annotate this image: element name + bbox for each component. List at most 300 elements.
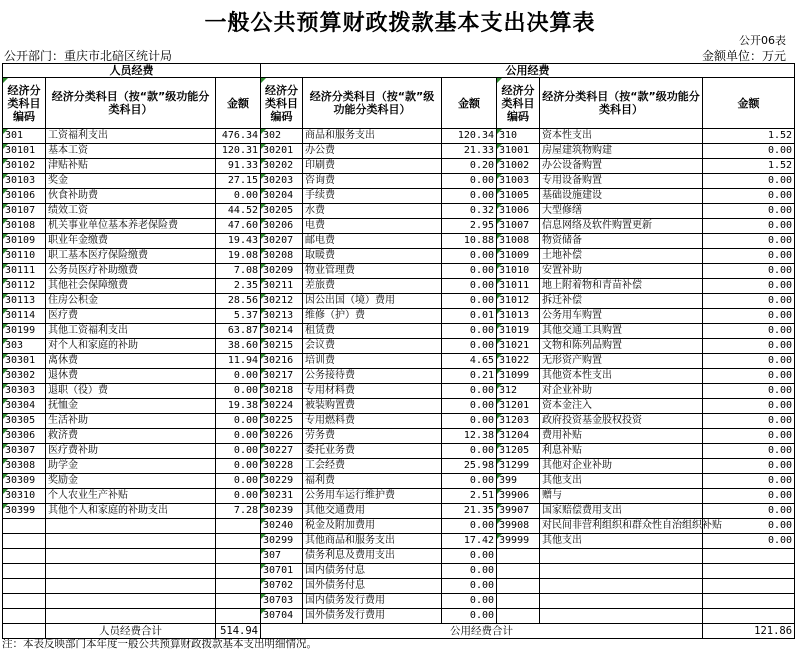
item-amount: 0.00 [216,369,261,384]
table-row [3,339,795,354]
item-code: 31022 [497,354,540,369]
item-amount: 21.33 [442,144,497,159]
table-row [3,564,795,579]
item-amount: 0.00 [703,264,795,279]
table-row [3,219,795,234]
table-row [3,489,795,504]
item-amount: 0.00 [442,324,497,339]
item-name: 生活补助 [46,414,216,429]
item-code [497,609,540,624]
item-code: 30103 [3,174,46,189]
item-code: 30217 [261,369,303,384]
table-row [3,249,795,264]
item-name: 资本金注入 [540,399,703,414]
header-amount: 金额 [442,78,497,129]
item-amount: 476.34 [216,129,261,144]
item-code: 30113 [3,294,46,309]
table-row [3,444,795,459]
item-code: 30302 [3,369,46,384]
item-code [497,579,540,594]
item-name: 其他交通费用 [303,504,442,519]
item-amount: 0.00 [703,309,795,324]
item-code: 310 [497,129,540,144]
table-row [3,534,795,549]
item-amount: 0.00 [216,384,261,399]
item-name: 电费 [303,219,442,234]
item-name: 其他社会保障缴费 [46,279,216,294]
item-name: 医疗费补助 [46,444,216,459]
item-amount [216,579,261,594]
item-amount: 0.00 [703,444,795,459]
item-amount: 0.00 [703,279,795,294]
item-code: 30112 [3,279,46,294]
item-amount: 0.00 [442,519,497,534]
item-amount: 0.00 [703,339,795,354]
item-code: 30213 [261,309,303,324]
item-amount: 0.00 [703,189,795,204]
item-amount: 0.00 [703,234,795,249]
table-row [3,279,795,294]
item-amount: 0.00 [703,174,795,189]
personnel-total-label: 人员经费合计 [46,624,216,639]
header-name: 经济分类科目（按“款”级功能分类科目） [46,78,216,129]
column-header-row [3,78,795,129]
item-code: 30227 [261,444,303,459]
item-name: 信息网络及软件购置更新 [540,219,703,234]
item-name: 国内债务付息 [303,564,442,579]
item-name: 资本性支出 [540,129,703,144]
item-name: 专用设备购置 [540,174,703,189]
item-code: 31003 [497,174,540,189]
item-code: 30301 [3,354,46,369]
item-name: 咨询费 [303,174,442,189]
item-amount: 0.00 [442,564,497,579]
item-code: 31203 [497,414,540,429]
item-amount [703,594,795,609]
item-name: 公务员医疗补助缴费 [46,264,216,279]
personnel-total-amount: 514.94 [216,624,261,639]
item-name: 其他交通工具购置 [540,324,703,339]
item-name: 会议费 [303,339,442,354]
public-total-label: 公用经费合计 [261,624,703,639]
item-name: 对企业补助 [540,384,703,399]
item-amount: 5.37 [216,309,261,324]
item-name [46,579,216,594]
item-name: 利息补贴 [540,444,703,459]
item-amount: 0.00 [442,414,497,429]
table-row [3,159,795,174]
item-amount: 0.20 [442,159,497,174]
item-amount: 25.98 [442,459,497,474]
item-code: 31013 [497,309,540,324]
item-name: 无形资产购置 [540,354,703,369]
item-code [3,519,46,534]
table-row [3,459,795,474]
item-amount: 47.60 [216,219,261,234]
item-amount: 0.00 [703,369,795,384]
item-amount: 0.00 [442,384,497,399]
table-row [3,474,795,489]
item-amount [216,519,261,534]
item-code: 30214 [261,324,303,339]
item-name: 退休费 [46,369,216,384]
item-amount: 0.00 [703,534,795,549]
item-amount: 0.00 [442,579,497,594]
item-amount: 0.00 [216,444,261,459]
item-code: 30207 [261,234,303,249]
item-name: 手续费 [303,189,442,204]
item-name: 其他对企业补助 [540,459,703,474]
item-code: 30216 [261,354,303,369]
item-code: 31099 [497,369,540,384]
item-name: 土地补偿 [540,249,703,264]
item-name: 维修（护）费 [303,309,442,324]
item-code: 31009 [497,249,540,264]
item-amount [703,579,795,594]
item-name: 办公费 [303,144,442,159]
item-name: 委托业务费 [303,444,442,459]
item-name: 福利费 [303,474,442,489]
item-name: 税金及附加费用 [303,519,442,534]
table-body [3,64,795,639]
item-code: 39908 [497,519,540,534]
item-code: 307 [261,549,303,564]
item-code: 39906 [497,489,540,504]
item-name [540,609,703,624]
table-row [3,504,795,519]
item-amount: 0.21 [442,369,497,384]
item-code: 31204 [497,429,540,444]
item-amount: 0.00 [703,354,795,369]
item-name: 房屋建筑物购建 [540,144,703,159]
item-amount: 10.88 [442,234,497,249]
item-name: 抚恤金 [46,399,216,414]
item-name: 物业管理费 [303,264,442,279]
item-name: 其他商品和服务支出 [303,534,442,549]
item-amount: 0.00 [703,519,795,534]
item-code [497,549,540,564]
item-amount: 0.00 [442,609,497,624]
item-code [497,594,540,609]
item-code: 312 [497,384,540,399]
item-amount: 0.00 [216,414,261,429]
item-amount: 0.00 [703,324,795,339]
item-code: 30239 [261,504,303,519]
item-code: 30204 [261,189,303,204]
item-name: 国外债务发行费用 [303,609,442,624]
item-code: 30203 [261,174,303,189]
item-code [3,549,46,564]
item-name: 费用补贴 [540,429,703,444]
item-amount: 17.42 [442,534,497,549]
item-amount: 12.38 [442,429,497,444]
item-code: 31201 [497,399,540,414]
item-code: 31011 [497,279,540,294]
item-code: 30218 [261,384,303,399]
table-row [3,144,795,159]
item-name: 印刷费 [303,159,442,174]
table-row [3,174,795,189]
item-code: 399 [497,474,540,489]
item-amount: 0.00 [442,249,497,264]
item-code: 31007 [497,219,540,234]
item-code: 30225 [261,414,303,429]
item-amount: 0.00 [216,489,261,504]
item-name: 安置补助 [540,264,703,279]
item-code: 30701 [261,564,303,579]
item-amount: 0.00 [442,444,497,459]
item-name: 办公设备购置 [540,159,703,174]
item-code: 30205 [261,204,303,219]
item-amount: 11.94 [216,354,261,369]
table-row [3,204,795,219]
item-amount: 44.52 [216,204,261,219]
item-code: 30228 [261,459,303,474]
item-name: 大型修缮 [540,204,703,219]
item-code: 30299 [261,534,303,549]
item-code: 31019 [497,324,540,339]
item-code: 39999 [497,534,540,549]
item-code: 31205 [497,444,540,459]
item-name: 拆迁补偿 [540,294,703,309]
item-amount: 120.34 [442,129,497,144]
item-amount: 0.00 [703,399,795,414]
item-name: 离休费 [46,354,216,369]
item-name: 商品和服务支出 [303,129,442,144]
item-code: 303 [3,339,46,354]
item-name: 水费 [303,204,442,219]
item-code: 30308 [3,459,46,474]
item-code [3,609,46,624]
table-row [3,189,795,204]
item-name: 公务接待费 [303,369,442,384]
item-name [46,534,216,549]
item-name: 个人农业生产补贴 [46,489,216,504]
item-code: 31021 [497,339,540,354]
item-amount: 1.52 [703,129,795,144]
item-name: 公务用车购置 [540,309,703,324]
group-personnel: 人员经费 [3,64,261,78]
item-name: 工会经费 [303,459,442,474]
item-code: 30101 [3,144,46,159]
item-amount: 0.00 [442,279,497,294]
table-row [3,324,795,339]
item-code: 39907 [497,504,540,519]
item-name: 差旅费 [303,279,442,294]
item-name: 物资储备 [540,234,703,249]
item-amount: 0.00 [703,474,795,489]
item-name: 培训费 [303,354,442,369]
item-code: 30199 [3,324,46,339]
item-amount: 0.01 [442,309,497,324]
item-amount: 0.00 [703,384,795,399]
item-amount: 7.28 [216,504,261,519]
item-name: 绩效工资 [46,204,216,219]
item-code: 30208 [261,249,303,264]
item-amount: 0.00 [442,339,497,354]
item-code: 31299 [497,459,540,474]
item-amount: 19.43 [216,234,261,249]
table-row [3,519,795,534]
item-name: 邮电费 [303,234,442,249]
item-name: 取暖费 [303,249,442,264]
table-row [3,399,795,414]
item-amount: 0.00 [703,144,795,159]
item-code: 30240 [261,519,303,534]
item-amount: 0.00 [703,294,795,309]
group-header-row [3,64,795,78]
item-code: 30107 [3,204,46,219]
item-code: 30106 [3,189,46,204]
item-code [3,534,46,549]
item-amount: 2.35 [216,279,261,294]
item-code: 30231 [261,489,303,504]
item-name: 公务用车运行维护费 [303,489,442,504]
item-amount [216,564,261,579]
item-code [3,564,46,579]
header-code: 经济分类科目编码 [3,78,46,129]
item-amount [703,549,795,564]
item-code: 30305 [3,414,46,429]
item-amount [216,609,261,624]
item-code: 30303 [3,384,46,399]
item-amount: 0.32 [442,204,497,219]
department-label: 公开部门：重庆市北碚区统计局 [4,49,173,63]
item-amount: 7.08 [216,264,261,279]
item-name: 其他个人和家庭的补助支出 [46,504,216,519]
item-name [540,579,703,594]
item-code: 30109 [3,234,46,249]
item-name: 退职（役）费 [46,384,216,399]
item-name [46,594,216,609]
item-amount: 0.00 [703,459,795,474]
item-name: 救济费 [46,429,216,444]
header-code: 经济分类科目编码 [497,78,540,129]
table-row [3,609,795,624]
item-amount: 0.00 [442,264,497,279]
item-name: 地上附着物和青苗补偿 [540,279,703,294]
item-amount: 0.00 [442,174,497,189]
footnote: 注：本表反映部门本年度一般公共预算财政拨款基本支出明细情况。 [2,638,317,650]
item-code: 30215 [261,339,303,354]
report-title: 一般公共预算财政拨款基本支出决算表 [204,10,596,36]
item-amount: 4.65 [442,354,497,369]
item-code [497,564,540,579]
item-code: 31008 [497,234,540,249]
item-amount: 2.95 [442,219,497,234]
form-number: 公开06表 [739,34,786,47]
header-amount: 金额 [216,78,261,129]
item-amount [216,594,261,609]
item-code: 30702 [261,579,303,594]
item-code [3,594,46,609]
item-name: 专用燃料费 [303,414,442,429]
item-name: 工资福利支出 [46,129,216,144]
item-name: 债务利息及费用支出 [303,549,442,564]
item-name: 职工基本医疗保险缴费 [46,249,216,264]
item-amount: 2.51 [442,489,497,504]
item-name: 文物和陈列品购置 [540,339,703,354]
item-amount [703,609,795,624]
header-name: 经济分类科目（按“款”级功能分类科目） [540,78,703,129]
item-amount: 0.00 [703,489,795,504]
item-name: 助学金 [46,459,216,474]
item-code: 31005 [497,189,540,204]
item-name [540,549,703,564]
item-code: 30202 [261,159,303,174]
expenditure-table [2,63,795,639]
table-row [3,579,795,594]
item-amount: 0.00 [216,429,261,444]
item-name [540,594,703,609]
item-name: 租赁费 [303,324,442,339]
item-amount: 28.56 [216,294,261,309]
item-amount: 0.00 [703,249,795,264]
item-name: 奖励金 [46,474,216,489]
item-code: 30111 [3,264,46,279]
item-name: 其他工资福利支出 [46,324,216,339]
public-total-amount: 121.86 [703,624,795,639]
item-name: 医疗费 [46,309,216,324]
item-code: 30229 [261,474,303,489]
item-name [46,519,216,534]
item-code: 30224 [261,399,303,414]
item-name [46,564,216,579]
item-amount: 120.31 [216,144,261,159]
item-amount: 0.00 [442,474,497,489]
item-code: 31010 [497,264,540,279]
item-amount [216,534,261,549]
item-code: 31012 [497,294,540,309]
item-code: 30304 [3,399,46,414]
item-name: 专用材料费 [303,384,442,399]
item-name: 奖金 [46,174,216,189]
item-code: 30704 [261,609,303,624]
header-amount: 金额 [703,78,795,129]
item-name: 机关事业单位基本养老保险费 [46,219,216,234]
table-row [3,264,795,279]
item-code: 302 [261,129,303,144]
item-amount: 0.00 [703,504,795,519]
item-code: 301 [3,129,46,144]
item-code: 30201 [261,144,303,159]
item-name: 劳务费 [303,429,442,444]
header-name: 经济分类科目（按“款”级功能分类科目） [303,78,442,129]
item-code: 31002 [497,159,540,174]
item-name: 国家赔偿费用支出 [540,504,703,519]
item-code: 30102 [3,159,46,174]
item-amount: 0.00 [442,189,497,204]
table-row [3,294,795,309]
item-code: 30226 [261,429,303,444]
item-name: 被装购置费 [303,399,442,414]
item-name: 对民间非营利组织和群众性自治组织补贴 [540,519,703,534]
item-code: 31001 [497,144,540,159]
item-name: 政府投资基金股权投资 [540,414,703,429]
item-code: 30703 [261,594,303,609]
item-amount [216,549,261,564]
item-code [3,579,46,594]
item-amount: 0.00 [442,549,497,564]
item-amount: 0.00 [216,459,261,474]
item-code: 30310 [3,489,46,504]
item-amount: 0.00 [216,189,261,204]
table-row [3,129,795,144]
item-code: 30211 [261,279,303,294]
item-name [540,564,703,579]
item-name [46,609,216,624]
item-name: 职业年金缴费 [46,234,216,249]
